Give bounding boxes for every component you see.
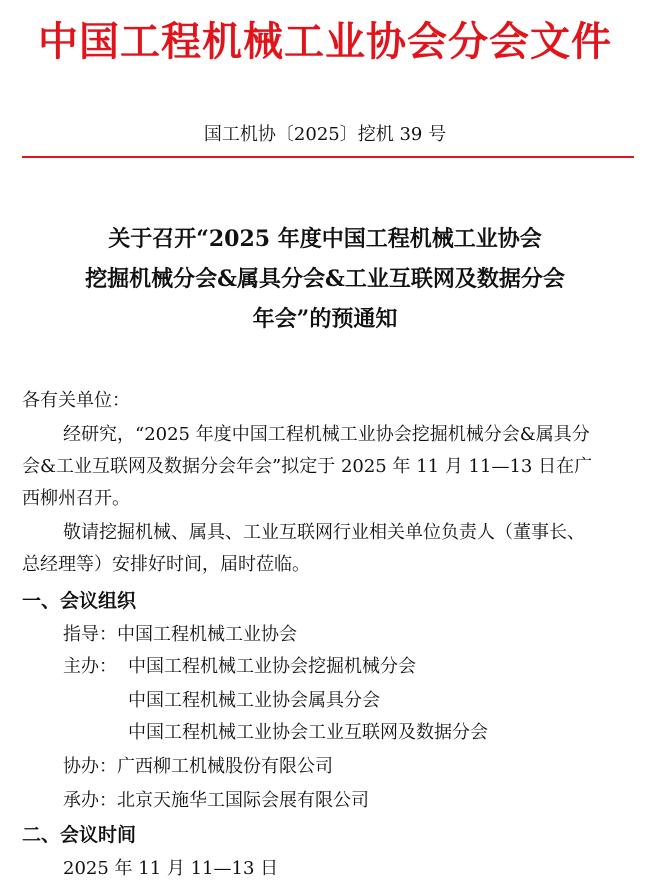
co-organizer-line: 协办：广西柳工机械股份有限公司 xyxy=(63,756,333,777)
guide-line: 指导：中国工程机械工业协会 xyxy=(63,624,297,645)
paragraph-2-line-2: 总经理等）安排好时间，届时莅临。 xyxy=(22,554,310,575)
document-number: 国工机协〔2025〕挖机 39 号 xyxy=(203,124,447,145)
paragraph-1-line-2: 会&工业互联网及数据分会年会”拟定于 2025 年 11 月 11—13 日在广 xyxy=(22,456,593,477)
notice-title-line-3: 年会”的预通知 xyxy=(252,306,398,332)
document-header-title: 中国工程机械工业协会分会文件 xyxy=(38,19,612,65)
paragraph-1-line-1: 经研究，“2025 年度中国工程机械工业协会挖掘机械分会&属具分 xyxy=(63,424,590,445)
red-divider xyxy=(22,156,634,158)
notice-title-line-2: 挖掘机械分会&属具分会&工业互联网及数据分会 xyxy=(85,266,565,292)
host-3: 中国工程机械工业协会工业互联网及数据分会 xyxy=(128,722,488,743)
host-2: 中国工程机械工业协会属具分会 xyxy=(128,690,380,711)
undertaker-line: 承办：北京天施华工国际会展有限公司 xyxy=(63,790,369,811)
notice-title-line-1: 关于召开“2025 年度中国工程机械工业协会 xyxy=(108,226,542,252)
section-2-heading: 二、会议时间 xyxy=(22,824,137,846)
section-1-heading: 一、会议组织 xyxy=(22,590,137,612)
paragraph-1-line-3: 西柳州召开。 xyxy=(22,488,130,509)
paragraph-2-line-1: 敬请挖掘机械、属具、工业互联网行业相关单位负责人（董事长、 xyxy=(63,522,585,543)
host-label: 主办： xyxy=(63,656,117,677)
meeting-date: 2025 年 11 月 11—13 日 xyxy=(63,858,279,879)
host-1: 中国工程机械工业协会挖掘机械分会 xyxy=(128,656,416,677)
salutation: 各有关单位： xyxy=(22,390,130,411)
